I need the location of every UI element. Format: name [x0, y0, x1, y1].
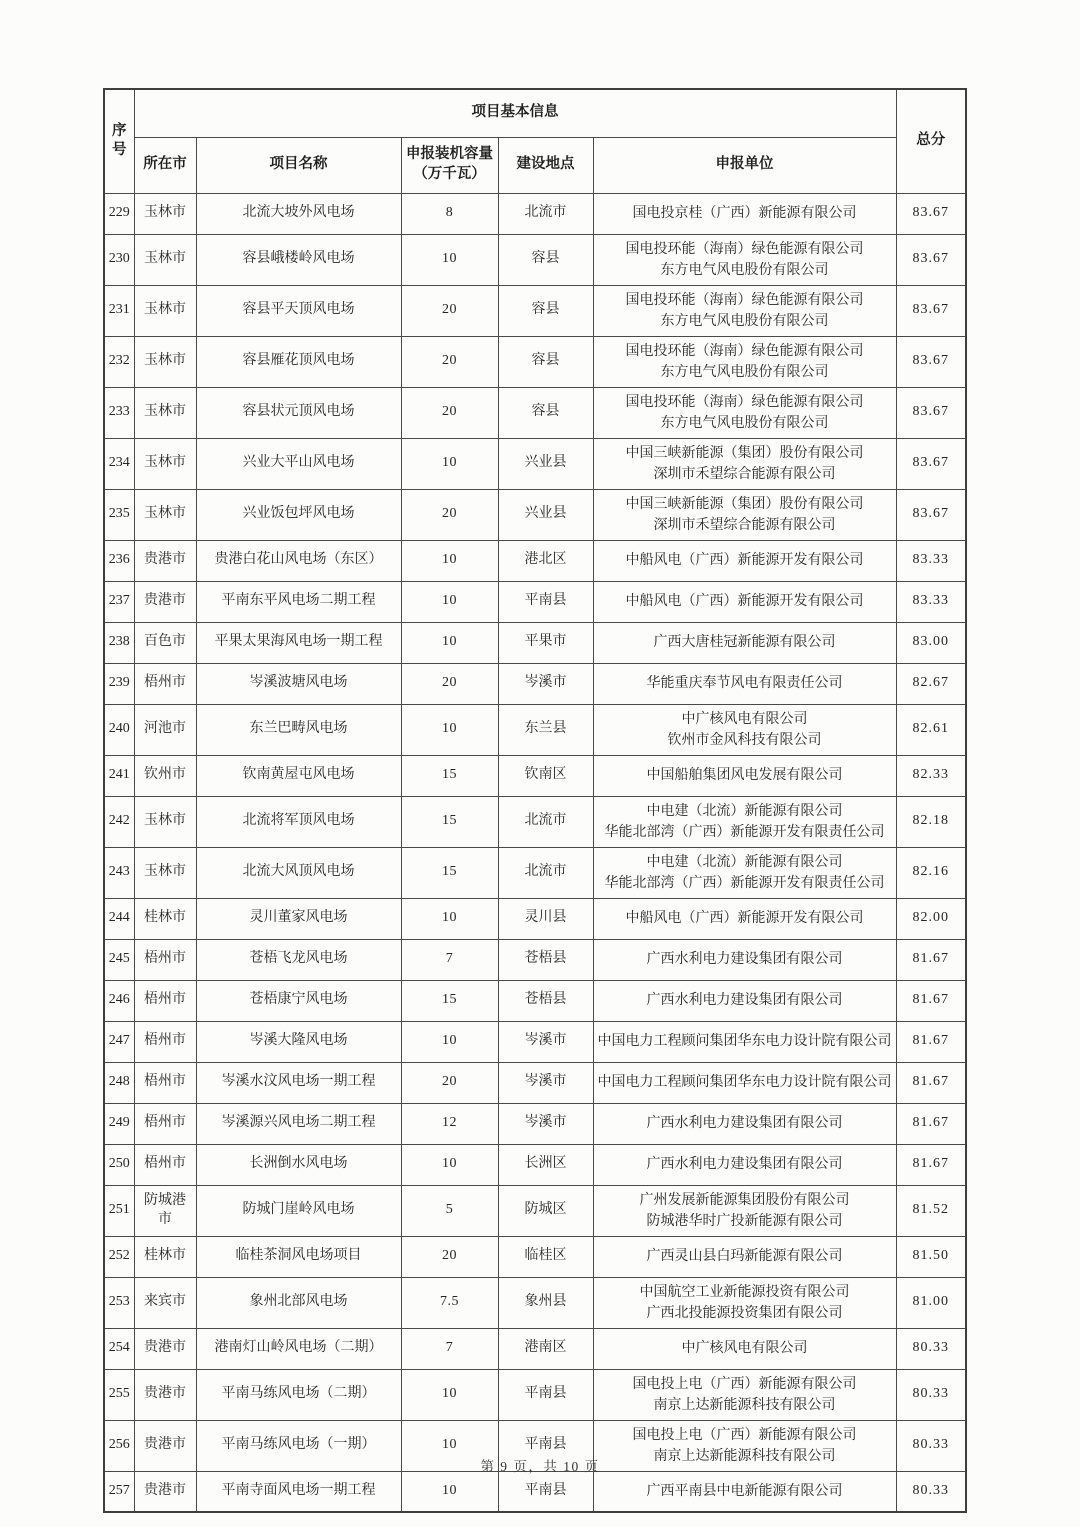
- row-score: 81.67: [896, 1062, 966, 1103]
- row-project-name: 容县状元顶风电场: [196, 387, 401, 438]
- row-score: 80.33: [896, 1471, 966, 1512]
- row-declarer: 国电投上电（广西）新能源有限公司 南京上达新能源科技有限公司: [593, 1369, 896, 1420]
- row-declarer: 中国航空工业新能源投资有限公司 广西北投能源投资集团有限公司: [593, 1277, 896, 1328]
- row-score: 83.67: [896, 387, 966, 438]
- row-declarer: 国电投上电（广西）新能源有限公司 南京上达新能源科技有限公司: [593, 1420, 896, 1471]
- row-city: 梧州市: [134, 980, 196, 1021]
- row-declarer: 中广核风电有限公司 钦州市金风科技有限公司: [593, 704, 896, 755]
- row-location: 苍梧县: [498, 980, 593, 1021]
- table-row: [104, 1144, 966, 1185]
- table-row: [104, 1021, 966, 1062]
- table-row: [104, 193, 966, 234]
- row-project-name: 北流大坡外风电场: [196, 193, 401, 234]
- row-declarer: 国电投环能（海南）绿色能源有限公司 东方电气风电股份有限公司: [593, 234, 896, 285]
- row-city: 玉林市: [134, 796, 196, 847]
- row-city: 梧州市: [134, 663, 196, 704]
- row-capacity: 10: [401, 581, 498, 622]
- row-declarer: 广西大唐桂冠新能源有限公司: [593, 622, 896, 663]
- row-score: 83.67: [896, 336, 966, 387]
- row-score: 83.67: [896, 489, 966, 540]
- row-city: 梧州市: [134, 939, 196, 980]
- row-seq: 235: [104, 489, 134, 540]
- row-declarer: 中电建（北流）新能源有限公司 华能北部湾（广西）新能源开发有限责任公司: [593, 847, 896, 898]
- row-project-name: 平南马练风电场（二期）: [196, 1369, 401, 1420]
- row-seq: 252: [104, 1236, 134, 1277]
- row-score: 82.18: [896, 796, 966, 847]
- table-row: [104, 489, 966, 540]
- row-location: 北流市: [498, 193, 593, 234]
- row-project-name: 长洲倒水风电场: [196, 1144, 401, 1185]
- row-seq: 239: [104, 663, 134, 704]
- row-declarer: 广西平南县中电新能源有限公司: [593, 1471, 896, 1512]
- row-declarer: 国电投环能（海南）绿色能源有限公司 东方电气风电股份有限公司: [593, 285, 896, 336]
- row-capacity: 20: [401, 336, 498, 387]
- row-project-name: 容县雁花顶风电场: [196, 336, 401, 387]
- row-declarer: 中电建（北流）新能源有限公司 华能北部湾（广西）新能源开发有限责任公司: [593, 796, 896, 847]
- row-project-name: 防城门崖岭风电场: [196, 1185, 401, 1236]
- row-location: 钦南区: [498, 755, 593, 796]
- row-capacity: 12: [401, 1103, 498, 1144]
- row-project-name: 贵港白花山风电场（东区）: [196, 540, 401, 581]
- row-declarer: 中国三峡新能源（集团）股份有限公司 深圳市禾望综合能源有限公司: [593, 489, 896, 540]
- row-seq: 238: [104, 622, 134, 663]
- row-city: 玉林市: [134, 234, 196, 285]
- row-capacity: 8: [401, 193, 498, 234]
- table-row: [104, 980, 966, 1021]
- row-capacity: 20: [401, 489, 498, 540]
- table-row: [104, 581, 966, 622]
- row-capacity: 10: [401, 1144, 498, 1185]
- row-project-name: 苍梧康宁风电场: [196, 980, 401, 1021]
- row-city: 玉林市: [134, 847, 196, 898]
- row-capacity: 10: [401, 438, 498, 489]
- row-project-name: 苍梧飞龙风电场: [196, 939, 401, 980]
- row-score: 80.33: [896, 1369, 966, 1420]
- table-header: [104, 89, 966, 193]
- row-location: 苍梧县: [498, 939, 593, 980]
- page-number-footer: 第 9 页，共 10 页: [480, 1459, 600, 1474]
- table-row: [104, 939, 966, 980]
- table-row: [104, 796, 966, 847]
- row-seq: 244: [104, 898, 134, 939]
- table-row: [104, 704, 966, 755]
- row-city: 贵港市: [134, 1328, 196, 1369]
- row-declarer: 广西水利电力建设集团有限公司: [593, 1144, 896, 1185]
- table-row: [104, 755, 966, 796]
- row-capacity: 10: [401, 898, 498, 939]
- row-location: 港南区: [498, 1328, 593, 1369]
- table-row: [104, 622, 966, 663]
- row-declarer: 国电投环能（海南）绿色能源有限公司 东方电气风电股份有限公司: [593, 336, 896, 387]
- row-project-name: 兴业饭包坪风电场: [196, 489, 401, 540]
- project-score-table: [103, 88, 967, 1513]
- row-location: 兴业县: [498, 489, 593, 540]
- row-score: 81.67: [896, 939, 966, 980]
- column-header-location: 建设地点: [498, 137, 593, 193]
- row-declarer: 中国电力工程顾问集团华东电力设计院有限公司: [593, 1062, 896, 1103]
- row-project-name: 容县峨楼岭风电场: [196, 234, 401, 285]
- row-location: 东兰县: [498, 704, 593, 755]
- table-row: [104, 438, 966, 489]
- row-capacity: 15: [401, 847, 498, 898]
- row-score: 82.33: [896, 755, 966, 796]
- row-location: 灵川县: [498, 898, 593, 939]
- row-declarer: 国电投京桂（广西）新能源有限公司: [593, 193, 896, 234]
- row-score: 83.33: [896, 581, 966, 622]
- row-city: 贵港市: [134, 1471, 196, 1512]
- row-location: 长洲区: [498, 1144, 593, 1185]
- row-city: 百色市: [134, 622, 196, 663]
- row-city: 贵港市: [134, 1420, 196, 1471]
- row-score: 81.50: [896, 1236, 966, 1277]
- row-city: 防城港市: [134, 1185, 196, 1236]
- row-location: 岑溪市: [498, 1021, 593, 1062]
- row-capacity: 15: [401, 980, 498, 1021]
- row-declarer: 广西水利电力建设集团有限公司: [593, 980, 896, 1021]
- row-capacity: 10: [401, 704, 498, 755]
- row-project-name: 兴业大平山风电场: [196, 438, 401, 489]
- row-project-name: 岑溪波塘风电场: [196, 663, 401, 704]
- row-declarer: 广西水利电力建设集团有限公司: [593, 939, 896, 980]
- group-header-basic-info: 项目基本信息: [134, 89, 896, 137]
- row-seq: 237: [104, 581, 134, 622]
- table-row: [104, 1103, 966, 1144]
- row-seq: 255: [104, 1369, 134, 1420]
- row-capacity: 7.5: [401, 1277, 498, 1328]
- column-header-capacity: [401, 137, 498, 193]
- row-location: 平果市: [498, 622, 593, 663]
- row-seq: 250: [104, 1144, 134, 1185]
- row-capacity: 20: [401, 1062, 498, 1103]
- row-location: 容县: [498, 336, 593, 387]
- row-seq: 248: [104, 1062, 134, 1103]
- row-capacity: 10: [401, 622, 498, 663]
- row-project-name: 北流将军顶风电场: [196, 796, 401, 847]
- row-city: 梧州市: [134, 1021, 196, 1062]
- row-project-name: 灵川董家风电场: [196, 898, 401, 939]
- row-location: 容县: [498, 387, 593, 438]
- row-seq: 246: [104, 980, 134, 1021]
- row-declarer: 中船风电（广西）新能源开发有限公司: [593, 898, 896, 939]
- row-seq: 256: [104, 1420, 134, 1471]
- row-project-name: 象州北部风电场: [196, 1277, 401, 1328]
- column-header-score: 总分: [896, 89, 966, 193]
- table-row: [104, 1277, 966, 1328]
- row-city: 贵港市: [134, 581, 196, 622]
- row-project-name: 临桂茶洞风电场项目: [196, 1236, 401, 1277]
- row-city: 桂林市: [134, 898, 196, 939]
- row-location: 港北区: [498, 540, 593, 581]
- row-declarer: 中国船舶集团风电发展有限公司: [593, 755, 896, 796]
- row-seq: 233: [104, 387, 134, 438]
- row-seq: 231: [104, 285, 134, 336]
- column-header-project: 项目名称: [196, 137, 401, 193]
- row-city: 梧州市: [134, 1103, 196, 1144]
- row-score: 83.67: [896, 285, 966, 336]
- row-declarer: 中广核风电有限公司: [593, 1328, 896, 1369]
- row-declarer: 中国三峡新能源（集团）股份有限公司 深圳市禾望综合能源有限公司: [593, 438, 896, 489]
- row-city: 玉林市: [134, 193, 196, 234]
- row-project-name: 岑溪水汶风电场一期工程: [196, 1062, 401, 1103]
- row-declarer: 广州发展新能源集团股份有限公司 防城港华时广投新能源有限公司: [593, 1185, 896, 1236]
- row-project-name: 平南马练风电场（一期）: [196, 1420, 401, 1471]
- row-seq: 240: [104, 704, 134, 755]
- row-declarer: 华能重庆奉节风电有限责任公司: [593, 663, 896, 704]
- row-project-name: 北流大风顶风电场: [196, 847, 401, 898]
- row-seq: 230: [104, 234, 134, 285]
- row-project-name: 岑溪大隆风电场: [196, 1021, 401, 1062]
- row-city: 玉林市: [134, 336, 196, 387]
- row-declarer: 广西水利电力建设集团有限公司: [593, 1103, 896, 1144]
- table-row: [104, 540, 966, 581]
- row-score: 83.67: [896, 438, 966, 489]
- row-city: 贵港市: [134, 540, 196, 581]
- row-seq: 253: [104, 1277, 134, 1328]
- column-header-capacity-line1: 申报装机容量: [406, 146, 493, 163]
- row-score: 82.00: [896, 898, 966, 939]
- row-score: 82.67: [896, 663, 966, 704]
- row-project-name: 钦南黄屋屯风电场: [196, 755, 401, 796]
- row-project-name: 平南东平风电场二期工程: [196, 581, 401, 622]
- row-score: 81.00: [896, 1277, 966, 1328]
- row-project-name: 岑溪源兴风电场二期工程: [196, 1103, 401, 1144]
- row-project-name: 平南寺面风电场一期工程: [196, 1471, 401, 1512]
- row-project-name: 容县平天顶风电场: [196, 285, 401, 336]
- row-city: 玉林市: [134, 285, 196, 336]
- row-seq: 249: [104, 1103, 134, 1144]
- row-seq: 242: [104, 796, 134, 847]
- row-capacity: 10: [401, 1369, 498, 1420]
- row-capacity: 20: [401, 387, 498, 438]
- row-capacity: 5: [401, 1185, 498, 1236]
- row-project-name: 平果太果海风电场一期工程: [196, 622, 401, 663]
- table-row: [104, 234, 966, 285]
- row-declarer: 中船风电（广西）新能源开发有限公司: [593, 540, 896, 581]
- row-capacity: 10: [401, 234, 498, 285]
- row-score: 82.61: [896, 704, 966, 755]
- row-seq: 232: [104, 336, 134, 387]
- row-location: 容县: [498, 234, 593, 285]
- row-score: 83.67: [896, 234, 966, 285]
- table-row: [104, 1062, 966, 1103]
- row-score: 81.67: [896, 1103, 966, 1144]
- column-header-capacity-line2: （万千瓦）: [413, 166, 486, 182]
- row-location: 平南县: [498, 1369, 593, 1420]
- table-row: [104, 285, 966, 336]
- row-location: 临桂区: [498, 1236, 593, 1277]
- row-location: 北流市: [498, 796, 593, 847]
- table-row: [104, 1185, 966, 1236]
- row-declarer: 中国电力工程顾问集团华东电力设计院有限公司: [593, 1021, 896, 1062]
- row-declarer: 广西灵山县白玛新能源有限公司: [593, 1236, 896, 1277]
- row-seq: 254: [104, 1328, 134, 1369]
- row-city: 贵港市: [134, 1369, 196, 1420]
- row-location: 平南县: [498, 1420, 593, 1471]
- row-seq: 245: [104, 939, 134, 980]
- row-score: 83.67: [896, 193, 966, 234]
- row-city: 梧州市: [134, 1144, 196, 1185]
- row-city: 玉林市: [134, 387, 196, 438]
- row-location: 岑溪市: [498, 1062, 593, 1103]
- row-location: 兴业县: [498, 438, 593, 489]
- row-location: 岑溪市: [498, 1103, 593, 1144]
- table-row: [104, 1369, 966, 1420]
- row-score: 81.67: [896, 1021, 966, 1062]
- row-location: 防城区: [498, 1185, 593, 1236]
- row-capacity: 10: [401, 1471, 498, 1512]
- table-row: [104, 847, 966, 898]
- row-location: 岑溪市: [498, 663, 593, 704]
- row-score: 80.33: [896, 1328, 966, 1369]
- row-capacity: 15: [401, 755, 498, 796]
- row-declarer: 国电投环能（海南）绿色能源有限公司 东方电气风电股份有限公司: [593, 387, 896, 438]
- row-city: 桂林市: [134, 1236, 196, 1277]
- row-score: 81.67: [896, 1144, 966, 1185]
- row-city: 梧州市: [134, 1062, 196, 1103]
- row-seq: 234: [104, 438, 134, 489]
- row-city: 来宾市: [134, 1277, 196, 1328]
- row-location: 容县: [498, 285, 593, 336]
- row-project-name: 东兰巴畴风电场: [196, 704, 401, 755]
- row-capacity: 7: [401, 1328, 498, 1369]
- row-seq: 247: [104, 1021, 134, 1062]
- row-score: 82.16: [896, 847, 966, 898]
- column-header-city: 所在市: [134, 137, 196, 193]
- table-row: [104, 898, 966, 939]
- row-seq: 257: [104, 1471, 134, 1512]
- row-score: 81.52: [896, 1185, 966, 1236]
- row-capacity: 20: [401, 1236, 498, 1277]
- table-row: [104, 336, 966, 387]
- table-row: [104, 663, 966, 704]
- row-city: 玉林市: [134, 438, 196, 489]
- row-city: 钦州市: [134, 755, 196, 796]
- row-capacity: 20: [401, 663, 498, 704]
- row-score: 81.67: [896, 980, 966, 1021]
- row-capacity: 15: [401, 796, 498, 847]
- row-seq: 236: [104, 540, 134, 581]
- row-location: 象州县: [498, 1277, 593, 1328]
- row-declarer: 中船风电（广西）新能源开发有限公司: [593, 581, 896, 622]
- row-capacity: 20: [401, 285, 498, 336]
- row-capacity: 10: [401, 1021, 498, 1062]
- column-header-declarer: 申报单位: [593, 137, 896, 193]
- row-capacity: 10: [401, 1420, 498, 1471]
- row-location: 平南县: [498, 1471, 593, 1512]
- column-header-seq: 序号: [104, 89, 134, 193]
- row-score: 80.33: [896, 1420, 966, 1471]
- row-seq: 243: [104, 847, 134, 898]
- table-row: [104, 1328, 966, 1369]
- row-score: 83.33: [896, 540, 966, 581]
- row-seq: 241: [104, 755, 134, 796]
- row-capacity: 10: [401, 540, 498, 581]
- row-location: 北流市: [498, 847, 593, 898]
- row-city: 玉林市: [134, 489, 196, 540]
- row-city: 河池市: [134, 704, 196, 755]
- row-project-name: 港南灯山岭风电场（二期）: [196, 1328, 401, 1369]
- table-row: [104, 1236, 966, 1277]
- table-row: [104, 387, 966, 438]
- row-seq: 251: [104, 1185, 134, 1236]
- row-capacity: 7: [401, 939, 498, 980]
- row-seq: 229: [104, 193, 134, 234]
- row-score: 83.00: [896, 622, 966, 663]
- table-row: [104, 1471, 966, 1512]
- table-body: [104, 193, 966, 1512]
- row-location: 平南县: [498, 581, 593, 622]
